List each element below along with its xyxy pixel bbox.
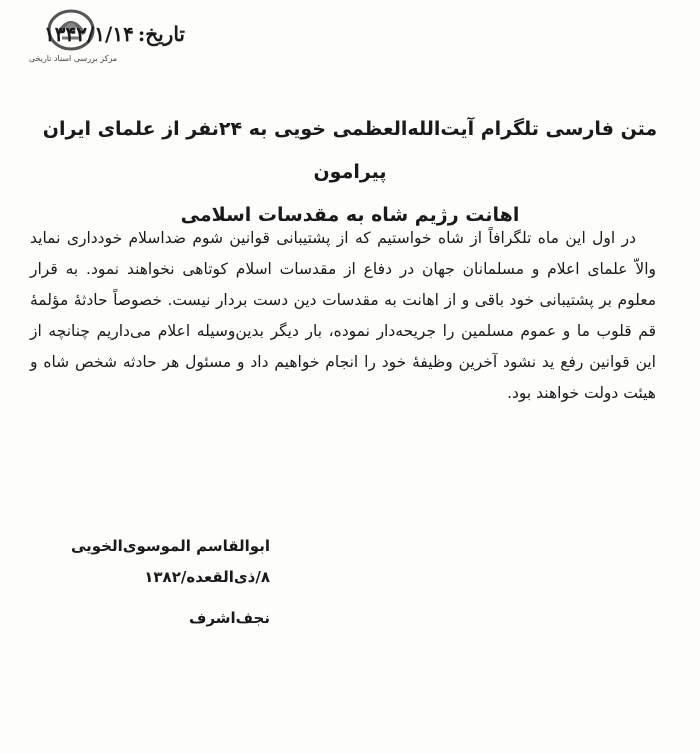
date-label: تاریخ: (137, 22, 185, 46)
document-title (40, 108, 660, 237)
signature-date: ۸/ذی‌القعده/۱۳۸۲ (144, 568, 270, 586)
telegram-body (30, 223, 656, 409)
title-line-1: متن فارسی تلگرام آیت‌الله‌العظمی خویی به ۲۴نفر از علمای ایران پیرامون (42, 118, 658, 183)
logo-caption: مرکز بررسی اسناد تاریخی (28, 54, 118, 63)
title-line-2: اهانت رژیم شاه به مقدسات اسلامی (180, 204, 520, 226)
signature-place: نجف‌اشرف (189, 609, 270, 627)
body-paragraph: در اول این ماه تلگرافاً از شاه خواستیم که از پشتیبانی قوانین شوم ضداسلام خودداری نماید والاّ علمای اعلام و مسلمانان جهان در دفاع از مقدسات اسلام کوتاهی نخواهند نمود. به قرار معلوم بر پشتیبانی خود باقی و از اهانت به مقدسات دین دست بردار نیست. خصوصاً حادثهٔ مؤلمهٔ قم قلوب ما و عموم مسلمین را جریحه‌دار نموده، بار دیگر بدین‌وسیله اعلام می‌داریم چنانچه از این قوانین رفع ید نشود آخرین وظیفهٔ خود را انجام خواهیم داد و مسئول هر حادثه شخص شاه و هیئت دولت خواهند بود. (30, 229, 656, 402)
document-date (44, 22, 185, 46)
date-value: ۱۳۴۲/۱/۱۴ (44, 22, 134, 46)
signature-name: ابوالقاسم الموسوی‌الخویی (70, 537, 270, 555)
